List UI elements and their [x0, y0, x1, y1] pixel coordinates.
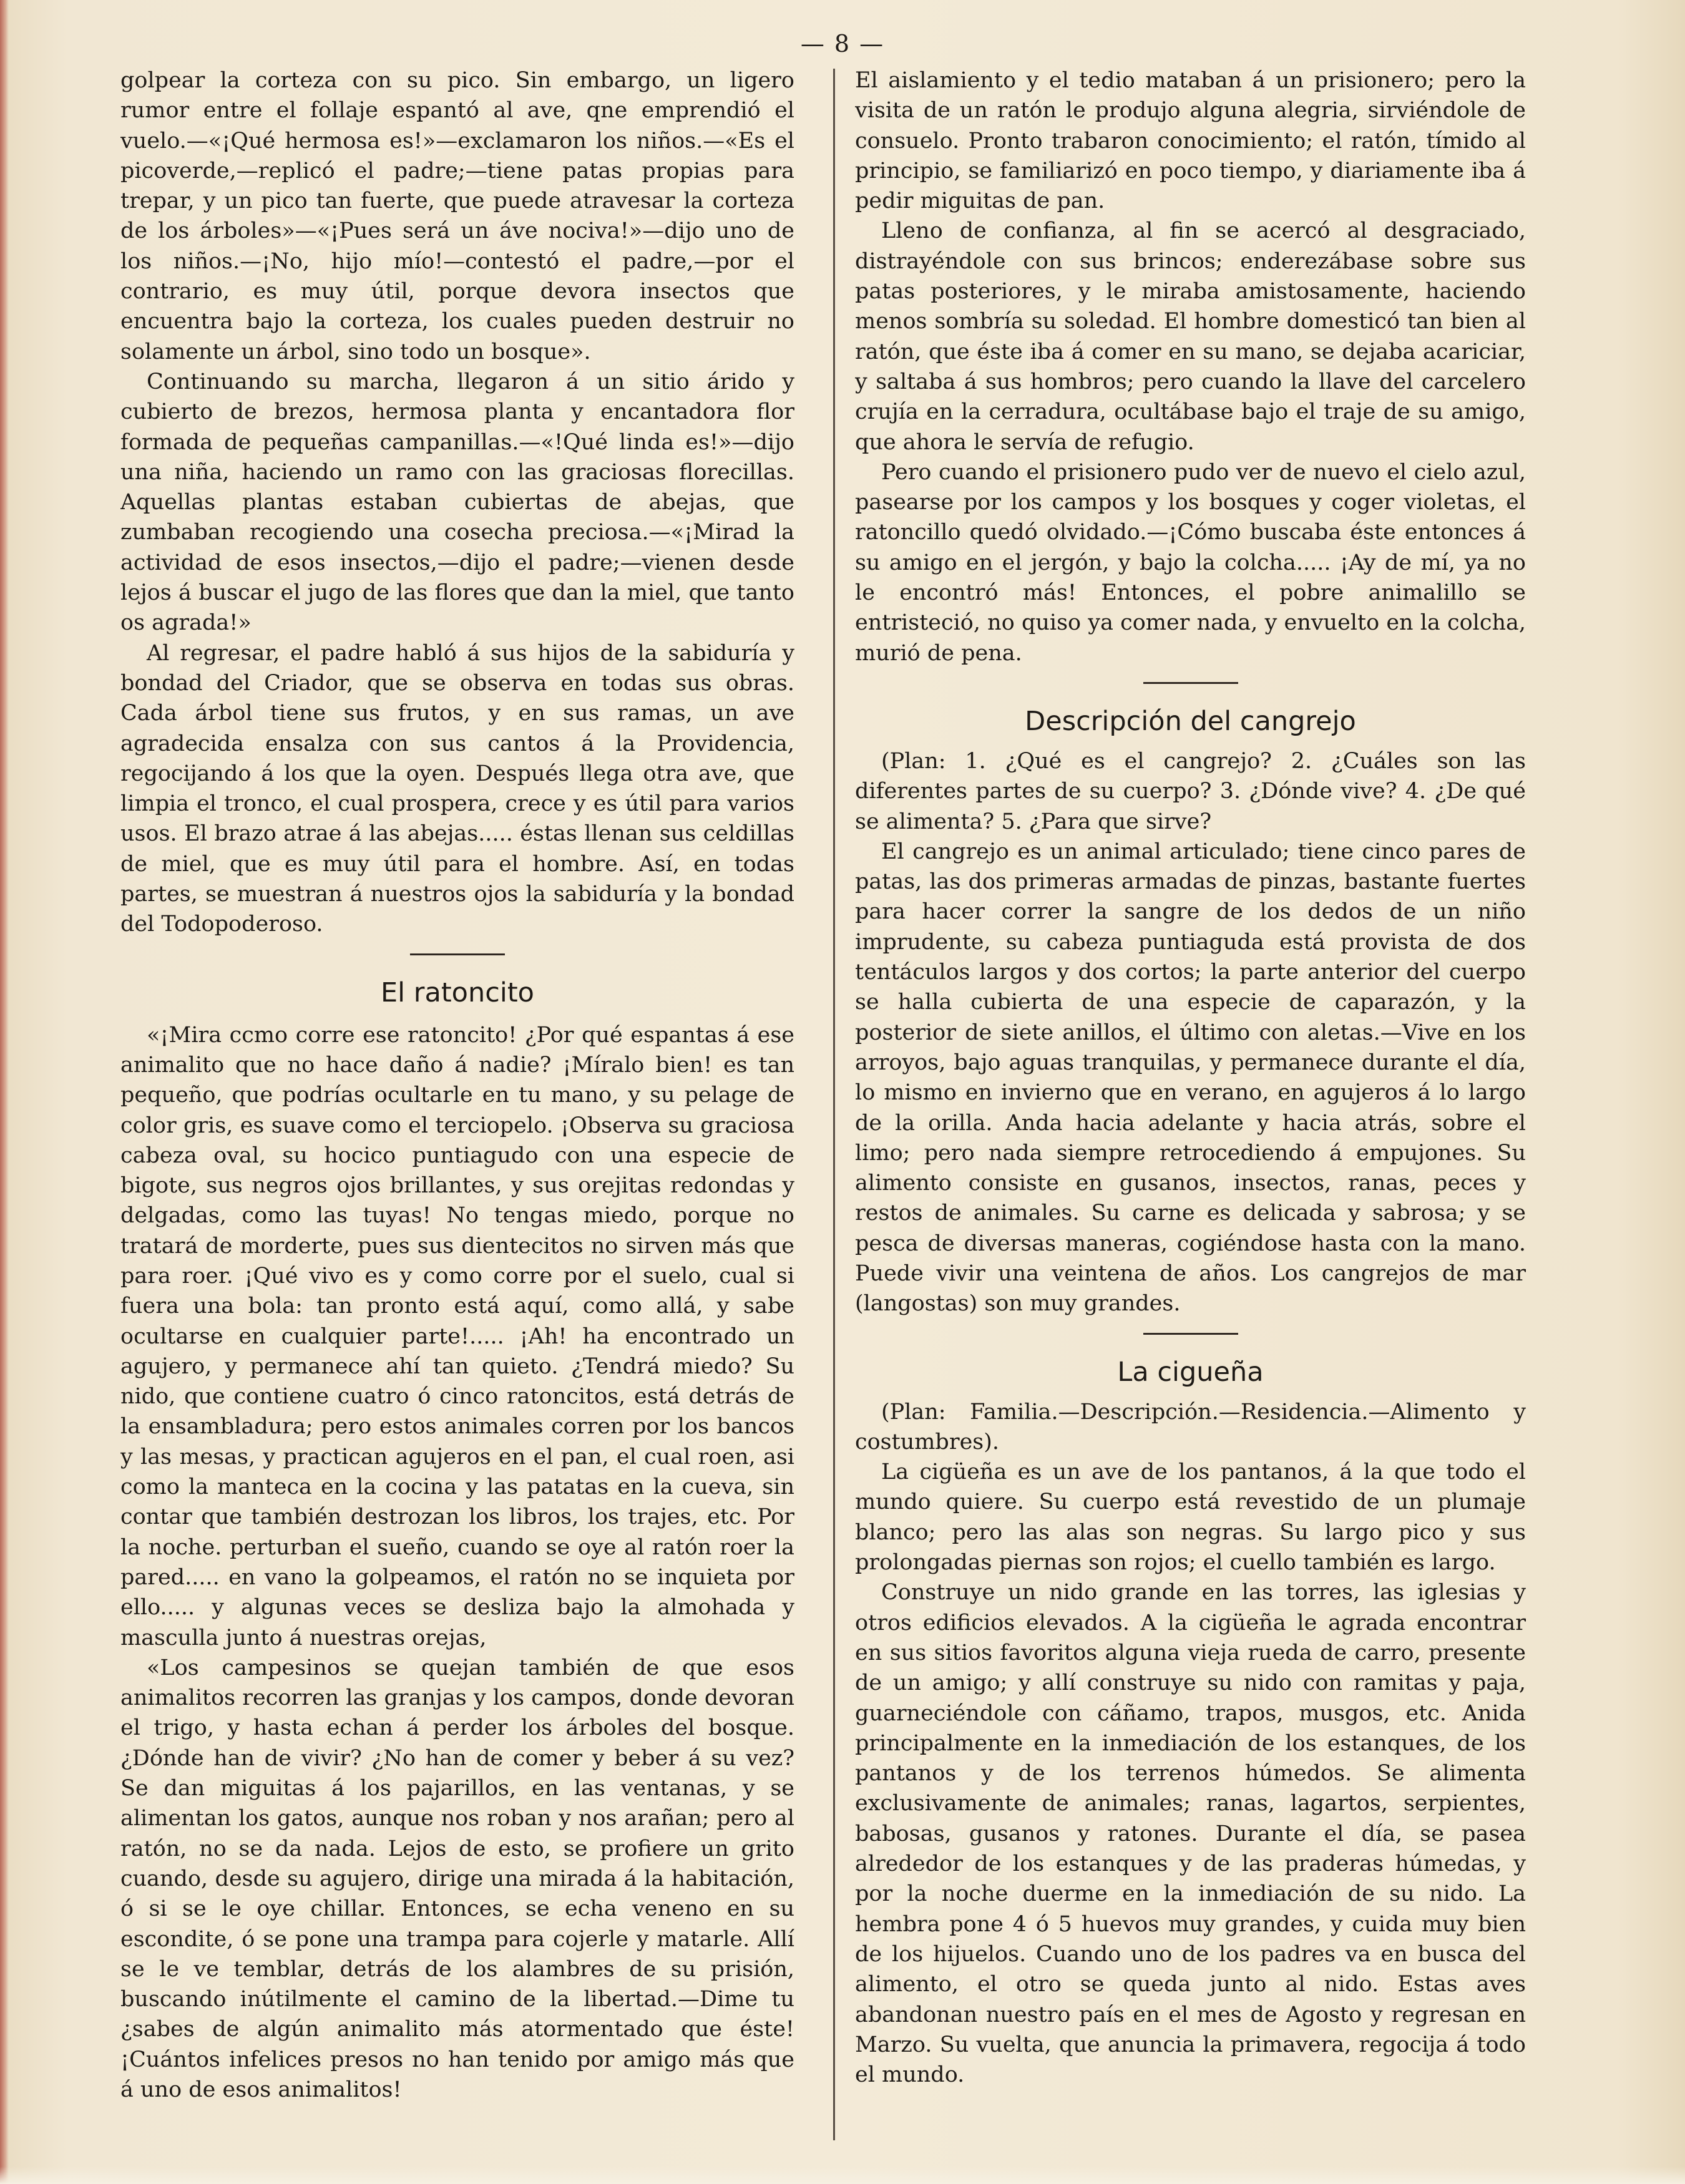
section-title-ratoncito: El ratoncito [381, 977, 534, 1008]
column-divider [833, 69, 835, 2140]
section-title-cangrejo: Descripción del cangrejo [1025, 705, 1356, 737]
paragraph: El cangrejo es un animal articulado; tiene cinco pares de patas, las dos primeras armadas de pinzas, bastante fuertes para hacer correr la sangre de los dedos de un niño imprudente, su cabeza puntiaguda está provista de dos tentáculos largos y dos cortos; la parte anterior del cuerpo se halla cubierta de una especie de caparazón, y la posterior de siete anillos, el último con aletas.—Vive en los arroyos, bajo aguas tranquilas, y permanece durante el día, lo mismo en invierno que en verano, en agujeros á lo largo de la orilla. Anda hacia adelante y hacia atrás, sobre el limo; pero nada siempre retrocediendo á empujones. Su alimento consiste en gusanos, insectos, ranas, peces y restos de animales. Su carne es delicada y sabrosa; y se pesca de diversas maneras, cogiéndose hasta con la mano. Puede vivir una veintena de años. Los cangrejos de mar (langostas) son muy grandes. [855, 839, 1526, 1317]
left-column [120, 66, 794, 2137]
paragraph: La cigüeña es un ave de los pantanos, á la que todo el mundo quiere. Su cuerpo está revestido de un plumaje blanco; pero las alas son negras. Su largo pico y sus prolongadas piernas son rojos; el cuello también es largo. [855, 1460, 1526, 1576]
paragraph: Construye un nido grande en las torres, las iglesias y otros edificios elevados. A la cigüeña le agrada encontrar en sus sitios favoritos alguna vieja rueda de carro, presente de un amigo; y allí construye su nido con ramitas y paja, guarneciéndole con cáñamo, trapos, musgos, etc. Anida principalmente en la inmediación de los estanques, de los pantanos y de los terrenos húmedos. Se alimenta exclusivamente de animales; ranas, lagartos, serpientes, babosas, gusanos y ratones. Durante el día, se pasea alrededor de los estanques y de las praderas húmedas, y por la noche duerme en la inmediación de su nido. La hembra pone 4 ó 5 huevos muy grandes, y cuida muy bien de los hijuelos. Cuando uno de los padres va en busca del alimento, el otro se queda junto al nido. Estas aves abandonan nuestro país en el mes de Agosto y regresan en Marzo. Su vuelta, que anuncia la primavera, regocija á todo el mundo. [855, 1580, 1526, 2088]
page-number: — 8 — [800, 30, 885, 57]
paragraph: «¡Mira ccmo corre ese ratoncito! ¿Por qué espantas á ese animalito que no hace daño á nadie? ¡Míralo bien! es tan pequeño, que podrías ocultarle en tu mano, y su pelage de color gris, es suave como el terciopelo. ¡Observa su graciosa cabeza oval, su hocico puntiagudo con una especie de bigote, sus negros ojos brillantes, y sus orejitas redondas y delgadas, como las tuyas! No tengas miedo, porque no tratará de morderte, pues sus dientecitos no sirven más que para roer. ¡Qué vivo es y como corre por el suelo, cual si fuera una bola: tan pronto está aquí, como allá, y sabe ocultarse en cualquier parte!..... ¡Ah! ha encontrado un agujero, y permanece ahí tan quieto. ¿Tendrá miedo? Su nido, que contiene cuatro ó cinco ratoncitos, está detrás de la ensambladura; pero estos animales corren por los bancos y las mesas, y practican agujeros en el pan, el cual roen, asi como la manteca en la cocina y las patatas en la cueva, sin contar que también destrozan los libros, los trajes, etc. Por la noche. perturban el sueño, cuando se oye al ratón roer la pared..... en vano la golpeamos, el ratón no se inquieta por ello..... y algunas veces se desliza bajo la almohada y masculla junto á nuestras orejas, [120, 1022, 794, 1650]
right-column [855, 66, 1526, 2137]
section-title-ciguena: La cigueña [1117, 1356, 1264, 1388]
section-separator [410, 953, 505, 955]
paragraph: Continuando su marcha, llegaron á un sitio árido y cubierto de brezos, hermosa planta y encantadora flor formada de pequeñas campanillas.—«!Qué linda es!»—dijo una niña, haciendo un ramo con las graciosas florecillas. Aquellas plantas estaban cubiertas de abejas, que zumbaban recogiendo una cosecha preciosa.—«¡Mirad la actividad de esos insectos,—dijo el padre;—vienen desde lejos á buscar el jugo de las flores que dan la miel, que tanto os agrada!» [120, 369, 794, 636]
paragraph: Al regresar, el padre habló á sus hijos de la sabiduría y bondad del Criador, que se observa en todas sus obras. Cada árbol tiene sus frutos, y en sus ramas, un ave agradecida ensalza con sus cantos á la Providencia, regocijando á los que la oyen. Después llega otra ave, que limpia el tronco, el cual prospera, crece y es útil para varios usos. El brazo atrae á las abejas..... éstas llenan sus celdillas de miel, que es muy útil para el hombre. Así, en todas partes, se muestran á nuestros ojos la sabiduría y la bondad del Todopoderoso. [120, 640, 794, 937]
plan-paragraph: (Plan: 1. ¿Qué es el cangrejo? 2. ¿Cuáles son las diferentes partes de su cuerpo? 3. ¿Dónde vive? 4. ¿De qué se alimenta? 5. ¿Para que sirve? [855, 748, 1526, 834]
page-bottom-edge [0, 2167, 1685, 2184]
section-separator [1143, 682, 1238, 684]
plan-paragraph: (Plan: Familia.—Descripción.—Residencia.—Alimento y costumbres). [855, 1399, 1526, 1455]
paragraph: Lleno de confianza, al fin se acercó al desgraciado, distrayéndole con sus brincos; enderezábase sobre sus patas posteriores, y le miraba amistosamente, haciendo menos sombría su soledad. El hombre domesticó tan bien al ratón, que éste iba á comer en su mano, se dejaba acariciar, y saltaba á sus hombros; pero cuando la llave del carcelero crujía en la cerradura, ocultábase bajo el traje de su amigo, que ahora le servía de refugio. [855, 218, 1526, 455]
page-left-edge [0, 0, 9, 2184]
paragraph: Pero cuando el prisionero pudo ver de nuevo el cielo azul, pasearse por los campos y los bosques y coger violetas, el ratoncillo quedó olvidado.—¡Cómo buscaba éste entonces á su amigo en el jergón, y bajo la colcha..... ¡Ay de mí, ya no le encontró más! Entonces, el pobre animalillo se entristeció, no quiso ya comer nada, y envuelto en la colcha, murió de pena. [855, 459, 1526, 666]
paragraph: El aislamiento y el tedio mataban á un prisionero; pero la visita de un ratón le produjo alguna alegria, sirviéndole de consuelo. Pronto trabaron conocimiento; el ratón, tímido al principio, se familiarizó en poco tiempo, y diariamente iba á pedir miguitas de pan. [855, 68, 1526, 214]
paragraph: «Los campesinos se quejan también de que esos animalitos recorren las granjas y los campos, donde devoran el trigo, y hasta echan á perder los árboles del bosque. ¿Dónde han de vivir? ¿No han de comer y beber á su vez? Se dan miguitas á los pajarillos, en las ventanas, y se alimentan los gatos, aunque nos roban y nos arañan; pero al ratón, no se da nada. Lejos de esto, se profiere un grito cuando, desde su agujero, dirige una mirada á la habitación, ó si se le oye chillar. Entonces, se echa veneno en su escondite, ó se pone una trampa para cojerle y matarle. Allí se le ve temblar, detrás de los alambres de su prisión, buscando inútilmente el camino de la libertad.—Dime tu ¿sabes de algún animalito más atormentado que éste! ¡Cuántos infelices presos no han tenido por amigo más que á uno de esos animalitos! [120, 1655, 794, 2102]
paragraph: golpear la corteza con su pico. Sin embargo, un ligero rumor entre el follaje espantó al ave, qne emprendió el vuelo.—«¡Qué hermosa es!»—exclamaron los niños.—«Es el picoverde,—replicó el padre;—tiene patas propias para trepar, y un pico tan fuerte, que puede atravesar la corteza de los árboles»—«¡Pues será un áve nociva!»—dijo uno de los niños.—¡No, hijo mío!—contestó el padre,—por el contrario, es muy útil, porque devora insectos que encuentra bajo la corteza, los cuales pueden destruir no solamente un árbol, sino todo un bosque». [120, 68, 794, 364]
section-separator [1143, 1333, 1238, 1335]
